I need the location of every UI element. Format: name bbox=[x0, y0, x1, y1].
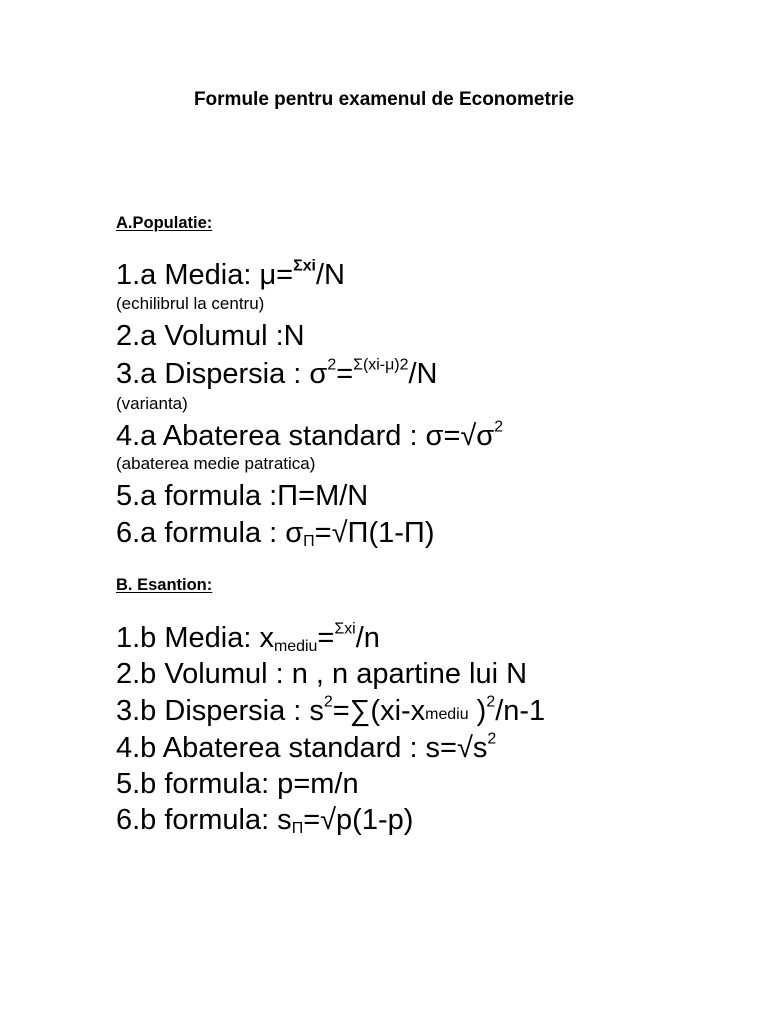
section-b-heading: B. Esantion: bbox=[116, 576, 213, 594]
formula-1a-suffix: /N bbox=[315, 259, 345, 291]
formula-6a bbox=[116, 519, 435, 548]
formula-6b-prefix: 6.b formula: s bbox=[116, 804, 292, 836]
formula-3a-mid: = bbox=[336, 358, 354, 390]
formula-2a: 2.a Volumul :N bbox=[116, 320, 305, 352]
formula-2b: 2.b Volumul : n , n apartine lui N bbox=[116, 658, 528, 690]
document-title: Formule pentru examenul de Econometrie bbox=[193, 89, 575, 110]
section-a-heading: A.Populatie: bbox=[116, 214, 213, 232]
formula-4b-sup: 2 bbox=[487, 730, 497, 748]
formula-3b-sup2: 2 bbox=[486, 693, 496, 711]
formula-6a-prefix: 6.a formula : σ bbox=[116, 517, 304, 549]
formula-3a-sup2: Σ(xi-μ)2 bbox=[353, 356, 409, 374]
formula-1b-prefix: 1.b Media: x bbox=[116, 622, 274, 654]
formula-3a-sup1: 2 bbox=[327, 356, 337, 374]
formula-6b-sub: Π bbox=[291, 819, 304, 837]
formula-4a-sup: 2 bbox=[494, 418, 504, 436]
formula-6a-sub: Π bbox=[303, 532, 315, 550]
formula-3b-mid: =∑(xi-x bbox=[332, 695, 426, 727]
formula-3b-mid2: ) bbox=[468, 695, 487, 727]
formula-4a bbox=[116, 418, 504, 452]
formula-1b bbox=[116, 620, 380, 655]
formula-1b-sup: Σxi bbox=[334, 620, 356, 638]
formula-1b-sub: mediu bbox=[273, 637, 318, 655]
formula-3b-sub: mediu bbox=[425, 706, 469, 724]
formula-6b-suffix: =√p(1-p) bbox=[303, 804, 414, 836]
formula-3b-prefix: 3.b Dispersia : s bbox=[116, 695, 324, 727]
formula-5a: 5.a formula :Π=M/N bbox=[116, 480, 369, 512]
formula-1a bbox=[116, 257, 345, 291]
formula-1a-prefix: 1.a Media: μ= bbox=[116, 259, 294, 291]
formula-3a-suffix: /N bbox=[408, 358, 438, 390]
formula-1a-sup: Σxi bbox=[293, 257, 316, 275]
formula-3b-sup1: 2 bbox=[323, 693, 333, 711]
formula-3a-prefix: 3.a Dispersia : σ bbox=[116, 358, 328, 390]
note-4a: (abaterea medie patratica) bbox=[116, 454, 316, 473]
formula-1b-mid: = bbox=[317, 622, 335, 654]
formula-3b-suffix: /n-1 bbox=[495, 695, 546, 727]
formula-4a-prefix: 4.a Abaterea standard : σ=√σ bbox=[116, 420, 495, 452]
formula-4b-prefix: 4.b Abaterea standard : s=√s bbox=[116, 732, 488, 764]
formula-4b bbox=[116, 730, 497, 764]
formula-3a bbox=[116, 356, 438, 390]
note-3a: (varianta) bbox=[116, 394, 188, 413]
note-1a: (echilibrul la centru) bbox=[116, 294, 265, 313]
formula-1b-suffix: /n bbox=[355, 622, 380, 654]
formula-6b bbox=[116, 806, 413, 835]
formula-3b bbox=[116, 693, 546, 727]
formula-6a-suffix: =√Π(1-Π) bbox=[314, 517, 435, 549]
formula-5b: 5.b formula: p=m/n bbox=[116, 768, 359, 800]
